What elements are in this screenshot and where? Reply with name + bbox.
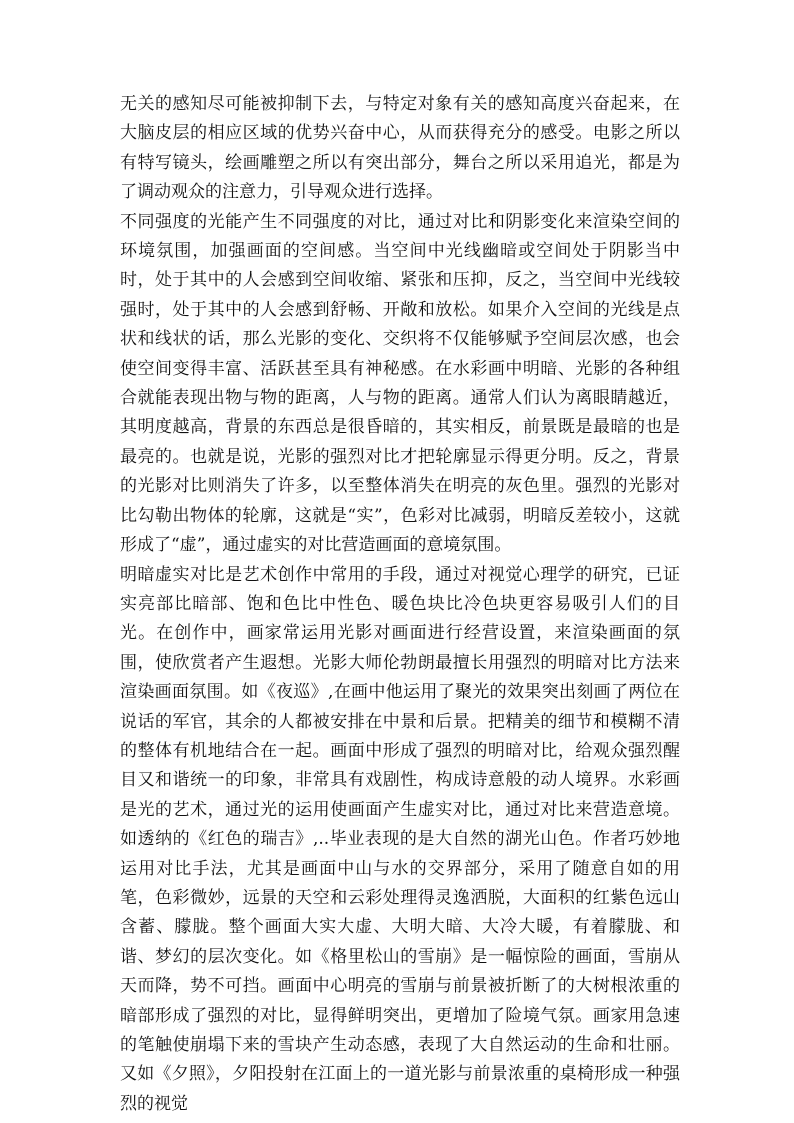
paragraph-1: 无关的感知尽可能被抑制下去，与特定对象有关的感知高度兴奋起来，在大脑皮层的相应区域的优势兴奋中心，从而获得充分的感受。电影之所以有特写镜头，绘画雕塑之所以有突出部分，舞台之所以采用追光，都是为了调动观众的注意力，引导观众进行选择。 bbox=[120, 94, 680, 203]
paragraph-2: 不同强度的光能产生不同强度的对比，通过对比和阴影变化来渲染空间的环境氛围，加强画面的空间感。当空间中光线幽暗或空间处于阴影当中时，处于其中的人会感到空间收缩、紧张和压抑，反之，当空间中光线较强时，处于其中的人会感到舒畅、开敞和放松。如果介入空间的光线是点状和线状的话，那么光影的变化、交织将不仅能够赋予空间层次感，也会使空间变得丰富、活跃甚至具有神秘感。在水彩画中明暗、光影的各种组合就能表现出物与物的距离，人与物的距离。通常人们认为离眼睛越近，其明度越高，背景的东西总是很昏暗的，其实相反，前景既是最暗的也是最亮的。也就是说，光影的强烈对比才把轮廓显示得更分明。反之，背景的光影对比则消失了许多，以至整体消失在明亮的灰色里。强烈的光影对比勾勒出物体的轮廓，这就是“实”，色彩对比减弱，明暗反差较小，这就形成了“虚”，通过虚实的对比营造画面的意境氛围。 bbox=[120, 211, 680, 556]
paragraph-3: 明暗虚实对比是艺术创作中常用的手段，通过对视觉心理学的研究，已证实亮部比暗部、饱和色比中性色、暖色块比冷色块更容易吸引人们的目光。在创作中，画家常运用光影对画面进行经营设置，来渲染画面的氛围，使欣赏者产生遐想。光影大师伦勃朗最擅长用强烈的明暗对比方法来渲染画面氛围。如《夜巡》,在画中他运用了聚光的效果突出刻画了两位在说话的军官，其余的人都被安排在中景和后景。把精美的细节和模糊不清的整体有机地结合在一起。画面中形成了强烈的明暗对比，给观众强烈醒目又和谐统一的印象，非常具有戏剧性，构成诗意般的动人境界。水彩画是光的艺术，通过光的运用使画面产生虚实对比，通过对比来营造意境。如透纳的《红色的瑞吉》,..毕业表现的是大自然的湖光山色。作者巧妙地运用对比手法，尤其是画面中山与水的交界部分，采用了随意自如的用笔，色彩微妙，远景的天空和云彩处理得灵逸洒脱，大面积的红紫色远山含蓄、朦胧。整个画面大实大虚、大明大暗、大冷大暖，有着朦胧、和谐、梦幻的层次变化。如《格里松山的雪崩》是一幅惊险的画面，雪崩从天而降，势不可挡。画面中心明亮的雪崩与前景被折断了的大树根浓重的暗部形成了强烈的对比，显得鲜明突出，更增加了险境气氛。画家用急速的笔触使崩塌下来的雪块产生动态感，表现了大自然运动的生命和壮丽。又如《夕照》，夕阳投射在江面上的一道光影与前景浓重的桌椅形成一种强烈的视觉 bbox=[120, 564, 680, 1114]
body-text bbox=[120, 90, 680, 1119]
